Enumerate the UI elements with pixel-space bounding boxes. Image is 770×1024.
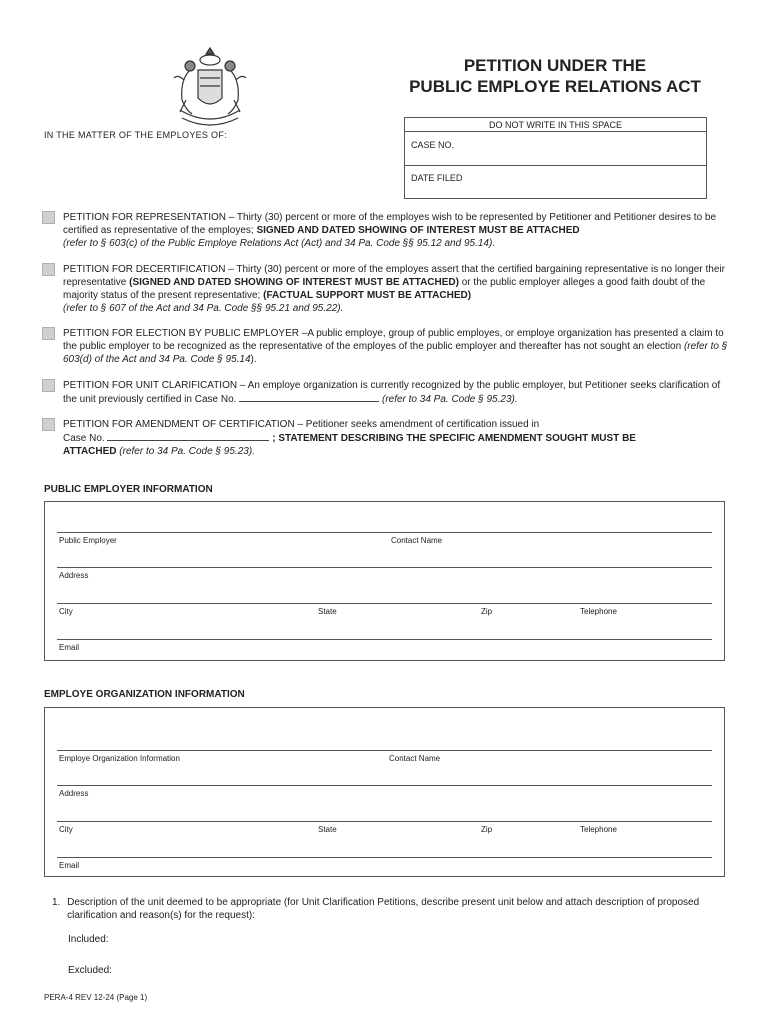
address-label: Address — [59, 571, 89, 580]
telephone-label: Telephone — [580, 825, 617, 834]
contact-name-label: Contact Name — [389, 754, 441, 763]
matter-label: IN THE MATTER OF THE EMPLOYES OF: — [44, 130, 227, 140]
petition-amendment-checkbox[interactable] — [42, 418, 55, 431]
option-text: Case No. — [63, 433, 105, 444]
included-label: Included: — [68, 934, 109, 945]
address-label: Address — [59, 789, 89, 798]
form-footer: PERA-4 REV 12-24 (Page 1) — [44, 993, 148, 1002]
petition-amendment-option — [42, 418, 732, 458]
description-number: 1. — [52, 897, 61, 908]
office-use-header: DO NOT WRITE IN THIS SPACE — [405, 118, 706, 132]
petition-unit-clarification-option — [42, 379, 732, 406]
email-label: Email — [59, 643, 80, 652]
form-title-line1: PETITION UNDER THE — [463, 56, 647, 75]
public-employer-label: Public Employer — [59, 536, 117, 545]
excluded-label: Excluded: — [68, 965, 112, 976]
option-text: PETITION FOR UNIT CLARIFICATION – An employe organization is currently recognized by the public employer, but Petitioner seeks clarification of the unit previously certified in Case No. — [63, 380, 721, 405]
amendment-case-no-blank[interactable] — [107, 431, 269, 441]
option-bold: (SIGNED AND DATED SHOWING OF INTEREST MUST BE ATTACHED) — [129, 277, 459, 288]
option-reference: (refer to 34 Pa. Code § 95.23). — [116, 446, 255, 457]
petition-unit-clarification-checkbox[interactable] — [42, 379, 55, 392]
unit-case-no-blank[interactable] — [239, 392, 379, 402]
option-reference: (refer to § 603(c) of the Public Employe Relations Act (Act) and 34 Pa. Code §§ 95.12 and 95.14). — [63, 238, 496, 249]
city-input-line[interactable] — [57, 603, 712, 604]
petition-representation-checkbox[interactable] — [42, 211, 55, 224]
city-input-line[interactable] — [57, 821, 712, 822]
option-reference: (refer to § 603(d) of the Act and 34 Pa. Code § 95.14 — [63, 341, 728, 365]
option-bold: (FACTUAL SUPPORT MUST BE ATTACHED) — [263, 290, 472, 301]
date-filed-field: DATE FILED — [411, 173, 463, 183]
public-employer-input-line[interactable] — [57, 532, 712, 533]
city-label: City — [59, 607, 73, 616]
petition-election-checkbox[interactable] — [42, 327, 55, 340]
employe-org-label: Employe Organization Information — [59, 754, 180, 763]
employe-org-input-line[interactable] — [57, 750, 712, 751]
option-text: PETITION FOR AMENDMENT OF CERTIFICATION – Petitioner seeks amendment of certification issued in — [63, 419, 540, 430]
petition-decertification-checkbox[interactable] — [42, 263, 55, 276]
option-text: ). — [250, 354, 257, 365]
email-input-line[interactable] — [57, 639, 712, 640]
case-no-field: CASE NO. — [405, 132, 706, 166]
petition-representation-option — [42, 211, 732, 250]
city-label: City — [59, 825, 73, 834]
commonwealth-seal-icon — [160, 40, 260, 140]
description-text: Description of the unit deemed to be appropriate (for Unit Clarification Petitions, describe present unit below and attach description of proposed clarification and reason(s) for the request): — [67, 897, 700, 921]
option-text: PETITION FOR REPRESENTATION – Thirty (30) percent or more of the employes wish to be represented by Petitioner and Petitioner desires to be certified as representative of the employes; — [63, 212, 717, 236]
option-text: PETITION FOR DECERTIFICATION – Thirty (30) percent or more of the employes assert that the certified bargaining representative is no longer their representative — [63, 264, 725, 288]
option-bold: SIGNED AND DATED SHOWING OF INTEREST MUST BE ATTACHED — [256, 225, 580, 236]
option-reference: (refer to § 607 of the Act and 34 Pa. Code §§ 95.21 and 95.22). — [63, 303, 344, 314]
telephone-label: Telephone — [580, 607, 617, 616]
petition-decertification-option — [42, 263, 732, 315]
address-input-line[interactable] — [57, 567, 712, 568]
option-text: or the public employer alleges a good faith doubt of the majority status of the present representative; — [63, 277, 706, 301]
option-bold: ATTACHED — [63, 446, 117, 457]
form-title-line2: PUBLIC EMPLOYE RELATIONS ACT — [409, 77, 701, 96]
option-text: PETITION FOR ELECTION BY PUBLIC EMPLOYER –A public employe, group of public employes, or employe organization has presented a claim to the public employer to be recognized as the representative of the employes of the public employer and thereafter has not sought an election — [63, 328, 724, 352]
petition-election-option — [42, 327, 732, 366]
office-use-box — [404, 117, 707, 199]
option-reference: (refer to 34 Pa. Code § 95.23). — [381, 394, 518, 405]
employe-org-box — [44, 707, 725, 877]
contact-name-label: Contact Name — [391, 536, 443, 545]
email-label: Email — [59, 861, 80, 870]
zip-label: Zip — [481, 825, 493, 834]
public-employer-box — [44, 501, 725, 661]
zip-label: Zip — [481, 607, 493, 616]
public-employer-section-title: PUBLIC EMPLOYER INFORMATION — [44, 484, 213, 495]
employe-org-section-title: EMPLOYE ORGANIZATION INFORMATION — [44, 689, 245, 700]
unit-description — [52, 896, 732, 922]
state-label: State — [318, 607, 337, 616]
address-input-line[interactable] — [57, 785, 712, 786]
option-bold: ; STATEMENT DESCRIBING THE SPECIFIC AMENDMENT SOUGHT MUST BE — [272, 433, 636, 444]
email-input-line[interactable] — [57, 857, 712, 858]
state-label: State — [318, 825, 337, 834]
